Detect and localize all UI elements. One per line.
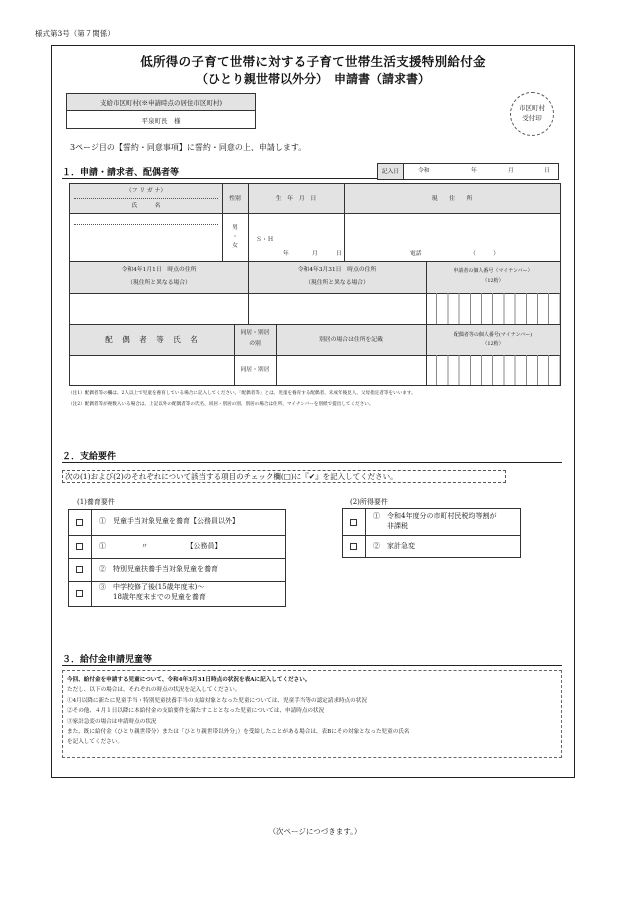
applicant-table-col-rule	[344, 184, 345, 261]
entry-date-month-label: 月	[508, 168, 514, 174]
phone-field[interactable]: （ ）	[470, 251, 499, 257]
income-requirement-heading: (2)所得要件	[350, 498, 388, 506]
name-field-divider	[74, 224, 218, 225]
income-checkbox-1[interactable]	[350, 519, 357, 526]
birth-month-label: 月	[312, 251, 318, 257]
applicant-mynumber-header-1: 申請者の個人番号（マイナンバー）	[453, 268, 533, 274]
requirement-row-rule	[69, 558, 285, 559]
section-1-underline	[62, 178, 382, 179]
upbringing-checkbox-2[interactable]	[76, 543, 83, 550]
requirement-row-rule	[343, 535, 520, 536]
form-title-line-1: 低所得の子育て世帯に対する子育て世帯生活支援特別給付金	[140, 54, 486, 69]
applicant-table-col-rule	[222, 184, 223, 261]
mar-address-header-2: （現住所と異なる場合）	[305, 280, 369, 286]
birth-day-label: 日	[336, 251, 342, 257]
upbringing-option-2: ① 〃 【公務員】	[99, 542, 222, 550]
separate-address-field[interactable]	[276, 355, 426, 385]
income-option-2: ② 家計急変	[373, 542, 415, 550]
entry-date-label: 記入日	[378, 164, 404, 179]
spouse-mynumber-header-1: 配偶者等の個人番号(マイナンバー)	[453, 331, 533, 338]
applicant-table-col-rule	[248, 261, 249, 324]
upbringing-checkbox-3[interactable]	[76, 566, 83, 573]
requirement-row-rule	[69, 581, 285, 582]
applicant-mynumber-header-2: （12桁）	[482, 278, 504, 284]
spouse-mynumber-header-2: （12桁）	[482, 340, 504, 347]
section-1-note-2: （注2）配偶者等が複数入いる場合は、上記以外の配偶者等の氏名、同居・別居の別、別居の場合は住所、マイナンバーを別紙で提出してください。	[68, 402, 374, 407]
upbringing-option-3: ② 特別児童扶養手当対象児童を養育	[99, 565, 218, 573]
applicant-table-rule	[70, 213, 560, 214]
income-checkbox-2[interactable]	[350, 543, 357, 550]
requirement-row-rule	[69, 535, 285, 536]
municipality-label: 支給市区町村(※申請時点の居住市区町村)	[67, 94, 255, 111]
name-header: 氏 名	[131, 203, 161, 209]
applicant-table-col-rule	[234, 324, 235, 385]
cohabitation-header-1: 同居・別居	[240, 330, 270, 336]
phone-label: 電話	[410, 251, 422, 257]
jan-address-header-1: 令和4年1月1日 時点の住所	[121, 267, 197, 273]
gender-header: 性別	[229, 195, 241, 202]
section-3-line-4: ②その他、４月１日以降に本給付金の支給要件を満たすこととなった児童については、申請時点の状況	[67, 708, 325, 715]
section-2-heading: ２．支給要件	[62, 452, 117, 462]
checkbox-column-rule	[365, 509, 366, 557]
cohabitation-header-2: の別	[249, 341, 261, 347]
section-3-line-2: ただし、以下の場合は、それぞれの時点の状況を記入してください。	[67, 687, 241, 694]
applicant-table-rule	[70, 324, 560, 325]
applicant-table-col-rule	[248, 184, 249, 261]
income-option-1-line-1: ① 令和4年度分の市町村民税均等割が	[373, 512, 497, 520]
section-3-heading: ３．給付金申請児童等	[62, 655, 153, 665]
spouse-name-header: 配 偶 者 等 氏 名	[105, 334, 199, 344]
applicant-table-col-rule	[276, 324, 277, 385]
section-3-line-7: を記入してください。	[67, 739, 123, 746]
current-address-field[interactable]	[344, 213, 560, 261]
cohabitation-select[interactable]: 同居・別居	[240, 367, 270, 373]
section-3-instructions	[62, 670, 562, 758]
section-3-underline	[62, 665, 562, 666]
section-2-instruction: 次の(1)および(2)のそれぞれについて該当する項目のチェック欄(□)に『✔』を記入してください。	[62, 470, 506, 483]
section-1-heading: １．申請・請求者、配偶者等	[62, 168, 180, 178]
municipality-addressee: 平泉町長 様	[141, 116, 181, 125]
gender-select[interactable]: 男 ・ 女	[232, 224, 238, 249]
upbringing-requirement-heading: (1)養育要件	[77, 498, 115, 506]
upbringing-option-4-line-2: 18歳年度末までの児童を養育	[99, 593, 206, 601]
entry-date-box	[377, 163, 559, 180]
current-address-header: 現 住 所	[431, 195, 473, 202]
entry-date-era: 令和	[418, 168, 430, 174]
section-3-line-3: ①4月以降に新たに児童手当・特別児童扶養手当の支給対象となった児童については、児童手当等の認定請求時点の状況	[67, 697, 367, 704]
section-3-line-5: ③家計急変の場合は申請時点の状況	[67, 718, 157, 725]
applicant-mynumber-digit-grid	[426, 293, 560, 324]
income-option-1-line-2: 非課税	[373, 522, 408, 530]
birth-year-label: 年	[283, 251, 289, 257]
section-3-line-6: また、既に給付金（ひとり親世帯分）または「ひとり親世帯以外分」）を受給したことがある場合は、表Bにその対象となった児童の氏名	[67, 729, 410, 736]
upbringing-requirement-table	[68, 509, 286, 607]
section-3-line-1: 今回、給付金を申請する児童について、令和4年3月31日時点の状況を表Aに記入してください。	[67, 677, 311, 683]
applicant-table-rule	[70, 261, 560, 262]
upbringing-option-1: ① 児童手当対象児童を養育【公務員以外】	[99, 517, 239, 525]
stamp-label-line-2: 受付印	[522, 114, 542, 122]
pledge-instruction: 3ページ目の【誓約・同意事項】に誓約・同意の上、申請します。	[70, 143, 307, 152]
furigana-header: （フ リ ガ ナ）	[125, 188, 167, 194]
upbringing-option-4-line-1: ③ 中学校修了後(15歳年度末)～	[99, 583, 205, 591]
entry-date-day-label: 日	[544, 168, 550, 174]
jan-address-header-2: （現住所と異なる場合）	[127, 280, 191, 286]
form-number-label: 様式第3号（第７関係）	[35, 29, 115, 38]
applicant-table	[69, 183, 561, 386]
mar-address-header-1: 令和4年3月31日 時点の住所	[297, 267, 377, 273]
section-1-note-1: （注1）配偶者等の欄は、2人以上で児童を養育している場合に記入してください。「配偶者等」とは、児童を養育する配偶者、未成年後見人、父母指定者等をいいます。	[68, 391, 416, 396]
separate-address-header: 別居の場合は住所を記載	[319, 336, 383, 343]
section-2-underline	[62, 462, 562, 463]
entry-date-year-label: 年	[471, 168, 477, 174]
spouse-mynumber-digit-grid	[426, 355, 560, 385]
birth-era-options[interactable]: Ｓ・Ｈ	[256, 237, 274, 243]
jan-address-field[interactable]	[70, 293, 248, 324]
form-frame	[51, 45, 575, 778]
reception-stamp-area	[510, 92, 554, 136]
birthdate-header: 生 年 月 日	[275, 195, 317, 202]
stamp-label-line-1: 市区町村	[519, 104, 545, 112]
spouse-name-field[interactable]	[70, 355, 234, 385]
continued-footer: （次ページにつづきます。）	[268, 827, 362, 836]
upbringing-checkbox-1[interactable]	[76, 519, 83, 526]
municipality-box	[66, 93, 256, 129]
income-requirement-table	[342, 508, 521, 558]
mar-address-field[interactable]	[248, 293, 426, 324]
name-field[interactable]	[70, 213, 222, 261]
form-title-line-2: （ひとり親世帯以外分） 申請書（請求書）	[195, 72, 430, 86]
upbringing-checkbox-4[interactable]	[76, 590, 83, 597]
